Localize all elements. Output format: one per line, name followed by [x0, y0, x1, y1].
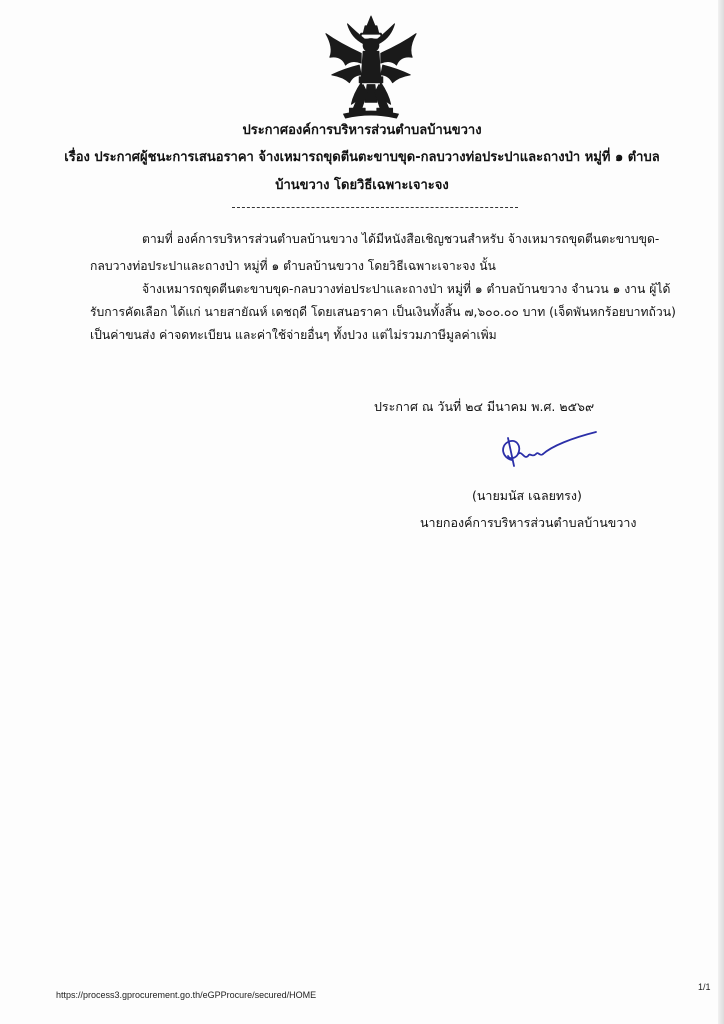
paragraph-2-line-2: รับการคัดเลือก ได้แก่ นายสายัณห์ เดชฤดี โดยเสนอราคา เป็นเงินทั้งสิ้น ๗,๖๐๐.๐๐ บาท (เจ็ดพันหกร้อยบาทถ้วน): [90, 305, 676, 319]
paragraph-1-line-2: กลบวางท่อประปาและถางป่า หมู่ที่ ๑ ตำบลบ้านขวาง โดยวิธีเฉพาะเจาะจง นั้น: [90, 259, 496, 273]
dashed-divider: [232, 207, 518, 208]
subject-line-1: เรื่อง ประกาศผู้ชนะการเสนอราคา จ้างเหมารถขุดตีนตะขาบขุด-กลบวางท่อประปาและถางป่า หมู่ที่ ๑ ตำบล: [64, 150, 660, 165]
paragraph-2-line-3: เป็นค่าขนส่ง ค่าจดทะเบียน และค่าใช้จ่ายอื่นๆ ทั้งปวง แต่ไม่รวมภาษีมูลค่าเพิ่ม: [90, 328, 497, 342]
document-title: ประกาศองค์การบริหารส่วนตำบลบ้านขวาง: [242, 123, 482, 138]
handwritten-signature-icon: [496, 424, 600, 470]
scan-edge-shadow: [718, 0, 724, 1024]
footer-url: https://process3.gprocurement.go.th/eGPProcure/secured/HOME: [56, 990, 317, 1000]
paragraph-2-line-1: จ้างเหมารถขุดตีนตะขาบขุด-กลบวางท่อประปาและถางป่า หมู่ที่ ๑ ตำบลบ้านขวาง จำนวน ๑ งาน ผู้ได้: [142, 282, 671, 296]
signer-title: นายกองค์การบริหารส่วนตำบลบ้านขวาง: [420, 515, 637, 530]
announce-date: ประกาศ ณ วันที่ ๒๔ มีนาคม พ.ศ. ๒๕๖๙: [374, 399, 595, 414]
page-indicator: 1/1: [698, 982, 711, 992]
signer-name: (นายมนัส เฉลยทรง): [472, 488, 582, 503]
garuda-emblem-icon: [322, 14, 420, 122]
paragraph-1-line-1: ตามที่ องค์การบริหารส่วนตำบลบ้านขวาง ได้มีหนังสือเชิญชวนสำหรับ จ้างเหมารถขุดตีนตะขาบขุด-: [142, 232, 660, 246]
subject-line-2: บ้านขวาง โดยวิธีเฉพาะเจาะจง: [275, 178, 449, 193]
